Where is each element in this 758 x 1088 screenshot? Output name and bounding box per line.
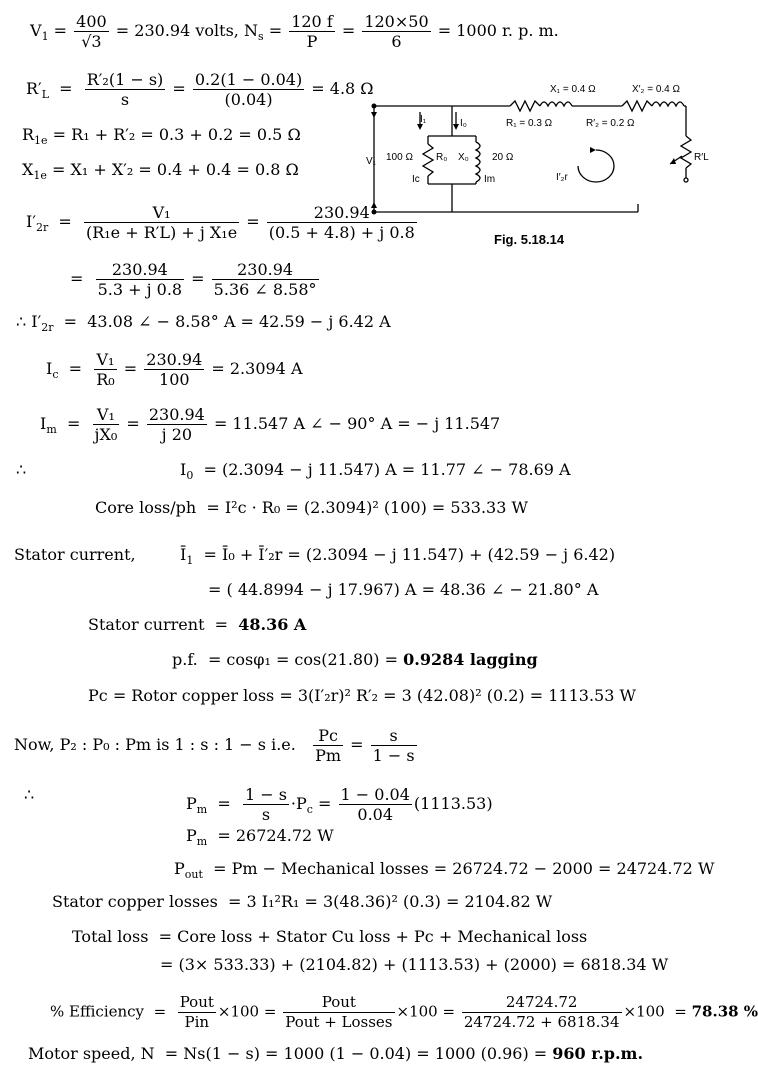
frac-num: 400 <box>76 12 107 31</box>
eq-text: = ( 44.8994 − j 17.967) A = 48.36 ∠ − 21.80° A <box>208 580 599 599</box>
x0-label: X₀ <box>458 152 469 163</box>
frac-num: V₁ <box>93 405 120 425</box>
figure-caption: Fig. 5.18.14 <box>494 232 565 247</box>
eq-result: 78.38 % <box>691 1002 758 1021</box>
eq-line-10: ∴ <box>16 460 27 479</box>
eq-result: 0.9284 lagging <box>403 650 538 669</box>
eq-text: = 4.8 Ω <box>311 79 374 98</box>
v1-label: V₁ <box>366 156 377 167</box>
eq-text: Now, P₂ : P₀ : Pm is 1 : s : 1 − s i.e. <box>14 735 296 754</box>
frac-num: 120×50 <box>364 12 429 31</box>
eq-result: 960 r.p.m. <box>552 1044 644 1063</box>
x2-label: X′₂ = 0.4 Ω <box>632 84 680 95</box>
eq-text: = (2.3094 − j 11.547) A = 11.77 ∠ − 78.69 A <box>203 460 571 479</box>
eq-line-24: % Efficiency = $\frac{\text{Pout}}{\text{Pin}}$ ×100 = $\frac{\text{Pout}}{\text{Pout + Losses}}$ ×100 = $\frac{24724.72}{24724.72 + 6818.34}$ ×100 = 78.38 % <box>50 993 758 1031</box>
eq-result: 48.36 A <box>238 615 307 634</box>
frac-num: 230.94 <box>267 203 417 223</box>
eq-label: Core loss/ph <box>95 498 197 517</box>
frac-num: V₁ <box>94 350 116 370</box>
eq-text: = R₁ + R′₂ = 0.3 + 0.2 = 0.5 Ω <box>52 125 301 144</box>
frac-den: R₀ <box>96 370 115 389</box>
eq-label: Stator current <box>88 615 205 634</box>
frac-num: 1 − s <box>244 785 287 804</box>
frac-num: V₁ <box>84 203 239 223</box>
frac-den: 100 <box>159 370 190 389</box>
eq-text: Pc = Rotor copper loss = 3(I′₂r)² R′₂ = 3 (42.08)² (0.2) = 1113.53 W <box>88 686 636 705</box>
r0-label: R₀ <box>436 152 448 163</box>
frac-num: Pout <box>283 993 394 1013</box>
frac-den: jX₀ <box>94 425 118 444</box>
eq-text: = 1000 r. p. m. <box>437 21 559 40</box>
eq-text: = I²c · R₀ = (2.3094)² (100) = 533.33 W <box>206 498 528 517</box>
eq-line-15 <box>172 650 538 670</box>
frac-den: s <box>261 805 271 824</box>
frac-num: 120 f <box>291 12 333 31</box>
r2-label: R′₂ = 0.2 Ω <box>586 118 635 129</box>
eq-line-21 <box>52 892 552 912</box>
eq-line-10b: $I_0 = (2.3094 - j$ 11.547) A = 11.77 ∠ − 78.69 A <box>180 460 571 483</box>
frac-den: 6 <box>391 32 402 51</box>
frac-den: j 20 <box>161 425 193 444</box>
i0-label: I₀ <box>460 118 467 129</box>
ic-label: Ic <box>412 174 420 185</box>
eq-text: = X₁ + X′₂ = 0.4 + 0.4 = 0.8 Ω <box>52 160 299 179</box>
frac-num: s <box>371 726 417 746</box>
eq-line-18: ∴ <box>24 785 35 804</box>
eq-text: = 2.3094 A <box>211 359 303 378</box>
eq-line-12 <box>14 545 136 565</box>
frac-num: Pc <box>313 726 343 746</box>
im-label: Im <box>484 174 496 185</box>
eq-line-8: $I_c$ = $\frac{\text{V₁}}{\text{R₀}}$ = $\frac{230.94}{100}$ = 2.3094 A <box>46 350 303 389</box>
eq-line-11 <box>95 498 528 518</box>
eq-text: 43.08 ∠ − 8.58° A = 42.59 − j 6.42 A <box>87 312 391 331</box>
eq-line-23 <box>160 955 668 975</box>
frac-den: Pout + Losses <box>285 1013 393 1031</box>
eq-line-13 <box>208 580 598 600</box>
eq-label: % Efficiency <box>50 1002 145 1021</box>
eq-line-3: $R_{1e} = R_1 + R'_2 = 0.3 + 0.2 = 0.5$ Ω <box>22 125 301 148</box>
frac-den: 24724.72 + 6818.34 <box>463 1013 620 1031</box>
eq-line-16 <box>88 686 636 706</box>
frac-num: 230.94 <box>148 405 205 424</box>
i1-label: I₁ <box>420 114 427 125</box>
eq-line-1: $V_1$ = $\frac{400}{√3}$ = 230.94 volts, $N_s$ = $\frac{120 f}{P}$ = $\frac{120\times 50}{6}$ = 1000 r. p. m. <box>30 12 559 51</box>
frac-den: (0.5 + 4.8) + j 0.8 <box>268 223 415 242</box>
eq-text: = cosφ₁ = cos(21.80) = <box>207 650 399 669</box>
frac-num: 230.94 <box>96 260 185 280</box>
frac-num: 24724.72 <box>462 993 622 1013</box>
eq-line-7: ∴ $I'_{2r} = 43.08$ ∠ − 8.58° A = 42.59 − j 6.42 A <box>16 312 391 335</box>
eq-line-12b: $Ī_1$ = Ī₀ + Ī′₂r = (2.3094 − j 11.547) + (42.59 − j 6.42) <box>180 545 616 568</box>
r0-value: 100 Ω <box>386 152 413 163</box>
eq-text: = 26724.72 W <box>217 826 334 845</box>
frac-den: Pm <box>315 746 342 765</box>
x1-label: X₁ = 0.4 Ω <box>550 84 596 95</box>
frac-den: Pin <box>184 1013 210 1031</box>
frac-den: s <box>120 90 130 109</box>
frac-num: R′₂(1 − s) <box>86 70 164 89</box>
frac-den: 5.36 ∠ 8.58° <box>213 280 317 299</box>
eq-line-9: $I_m$ = $\frac{\text{V₁}}{\text{jX₀}}$ = $\frac{230.94}{j 20}$ = 11.547 A ∠ − 90° A = − j 11.547 <box>40 405 501 444</box>
frac-den: (R₁e + R′L) + j X₁e <box>85 223 238 242</box>
eq-line-20: $P_{out} = Pm$ − Mechanical losses = 26724.72 − 2000 = 24724.72 W <box>174 859 715 882</box>
frac-num: 0.2(1 − 0.04) <box>194 70 303 89</box>
frac-den: 1 − s <box>372 746 415 765</box>
eq-text: = Core loss + Stator Cu loss + Pc + Mechanical loss <box>158 927 588 946</box>
frac-num: 230.94 <box>212 260 319 280</box>
eq-line-5: $I'_{2r}$ = $\frac{\text{V₁}}{\text{(R₁e + R′L) + j X₁e}}$ = $\frac{230.94}{(0.5 + 4.8) + j 0.8}$ <box>26 203 415 242</box>
eq-label: Total loss <box>72 927 149 946</box>
frac-num: 1 − 0.04 <box>340 785 410 804</box>
frac-num: Pout <box>179 993 214 1011</box>
frac-num: 230.94 <box>146 350 203 369</box>
eq-text: = 230.94 volts, N <box>115 21 258 40</box>
eq-text: = 11.547 A ∠ − 90° A = − j 11.547 <box>213 414 501 433</box>
frac-den: 5.3 + j 0.8 <box>97 280 183 299</box>
eq-line-22 <box>72 927 587 947</box>
eq-text: = Pm − Mechanical losses = 26724.72 − 2000 = 24724.72 W <box>213 859 715 878</box>
eq-text: = (3× 533.33) + (2104.82) + (1113.53) + (2000) = 6818.34 W <box>160 955 669 974</box>
frac-den: (0.04) <box>224 90 273 109</box>
eq-line-4: $X_{1e} = X_1 + X'_2 = 0.4 + 0.4 = 0.8$ Ω <box>22 160 299 183</box>
x0-value: 20 Ω <box>492 152 514 163</box>
eq-label: p.f. <box>172 650 198 669</box>
eq-text: = 3 I₁²R₁ = 3(48.36)² (0.3) = 2104.82 W <box>228 892 553 911</box>
eq-label: Motor speed, N <box>28 1044 155 1063</box>
rl-label: R′L <box>694 152 709 163</box>
eq-label: Stator current, <box>14 545 136 564</box>
eq-line-19: $P_m = 26724.72$ W <box>186 826 334 849</box>
eq-line-2: $R'_L$ = $\frac{\text{R′₂(1 − s)}}{s}$ = $\frac{0.2(1 - 0.04)}{(0.04)}$ = 4.8 Ω <box>26 70 374 109</box>
eq-text: (1113.53) <box>413 794 493 813</box>
eq-line-17: Now, P₂ : P₀ : Pm is 1 : s : 1 − s i.e. $\frac{Pc}{Pm}$ = $\frac{s}{1 - s}$ <box>14 726 415 765</box>
frac-den: P <box>306 32 318 51</box>
eq-line-6: = $\frac{230.94}{5.3 + j 0.8}$ = $\frac{230.94}{5.36 \angle 8.58^\circ}$ <box>70 260 317 299</box>
eq-line-14: Stator current = 48.36 A <box>88 615 307 634</box>
eq-label: Stator copper losses <box>52 892 218 911</box>
eq-line-18b: $P_m$ = $\frac{1 - s}{s}$ $\cdot P_c$ = $\frac{1 - 0.04}{0.04}$ (1113.53) <box>186 785 493 824</box>
frac-den: 3 <box>91 32 102 51</box>
eq-text: = Ns(1 − s) = 1000 (1 − 0.04) = 1000 (0.96) = <box>164 1044 548 1063</box>
frac-den: 0.04 <box>357 805 394 824</box>
eq-text: = Ī₀ + Ī′₂r = (2.3094 − j 11.547) + (42.59 − j 6.42) <box>203 545 616 564</box>
eq-line-25 <box>28 1044 643 1064</box>
i2r-label: I′₂r <box>556 172 568 183</box>
r1-label: R₁ = 0.3 Ω <box>506 118 553 129</box>
